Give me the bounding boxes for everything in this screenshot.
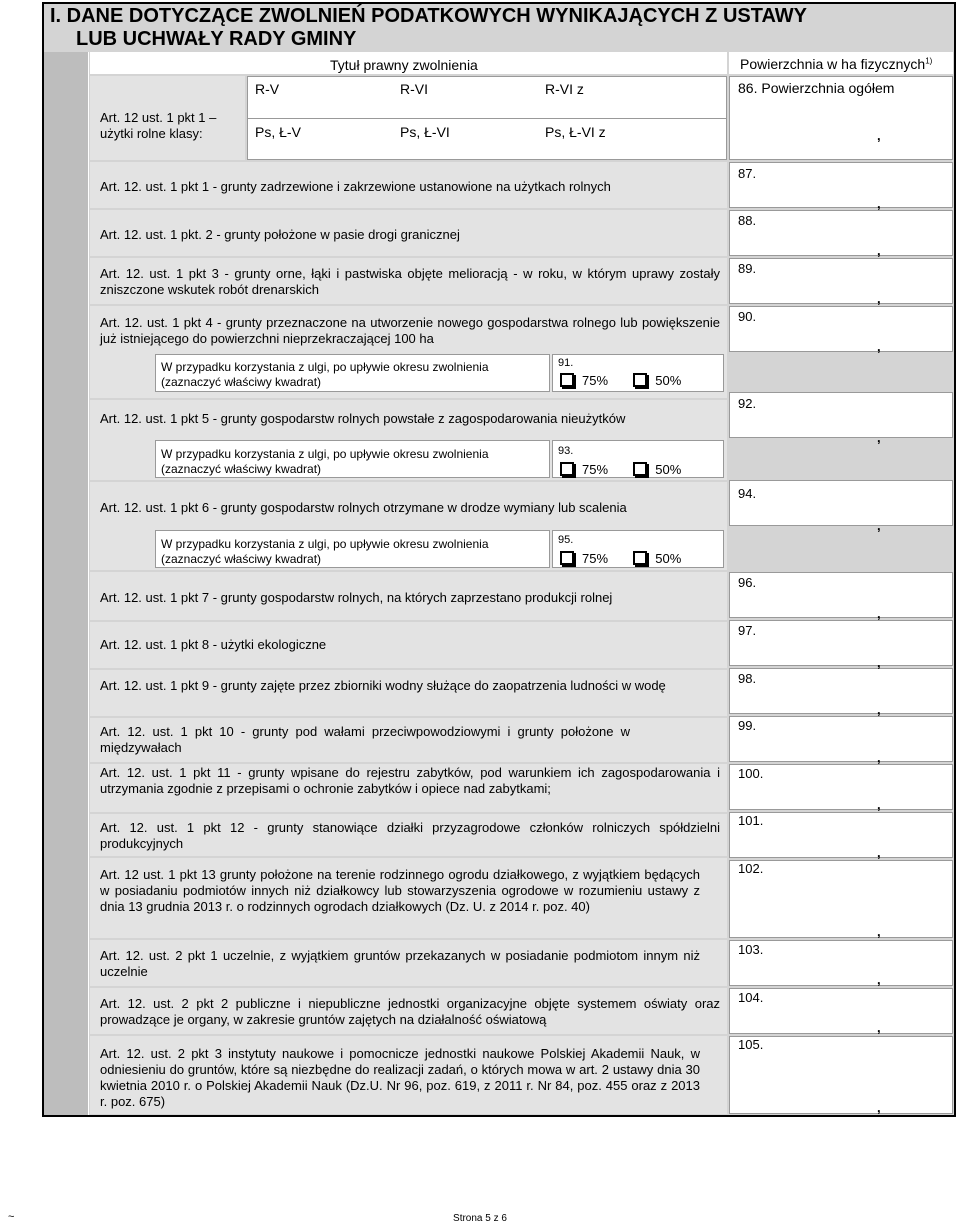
field-94[interactable]	[729, 480, 953, 526]
relief-label-3: W przypadku korzystania z ulgi, po upływie okresu zwolnienia (zaznaczyć właściwy kwadrat)	[161, 537, 489, 566]
row-98-text: Art. 12. ust. 1 pkt 9 - grunty zajęte przez zbiorniki wodny służące do zaopatrzenia ludności w wodę	[100, 678, 666, 693]
row-90-num: 90.	[738, 309, 757, 324]
relief-field-95: 95.	[558, 534, 574, 546]
row-96-text: Art. 12. ust. 1 pkt 7 - grunty gospodarstw rolnych, na których zaprzestano produkcji rolnej	[100, 590, 613, 605]
row-97-text: Art. 12. ust. 1 pkt 8 - użytki ekologiczne	[100, 637, 327, 652]
field-89[interactable]	[729, 258, 953, 304]
class-rvi: R-VI	[400, 81, 428, 97]
row-105-text: Art. 12. ust. 2 pkt 3 instytuty naukowe i pomocnicze jednostki naukowe Polskiej Akademii Nauk, w odniesieniu do gruntów, które są niezbędne do realizacji zadań, o których mowa w art. 2 ustawy dnia 30 kwietnia 2010 r. o Polskiej Akademii Nauk (Dz.U. Nr 96, poz. 619, z 2011 r. Nr 84, poz. 455 oraz z 2013 r. poz. 675)	[100, 1046, 700, 1109]
decimal-comma: ,	[877, 430, 881, 445]
decimal-comma: ,	[877, 845, 881, 860]
row-94-text: Art. 12. ust. 1 pkt 6 - grunty gospodarstw rolnych otrzymane w drodze wymiany lub scalenia	[100, 500, 627, 515]
field-96[interactable]	[729, 572, 953, 618]
relief-label-2: W przypadku korzystania z ulgi, po upływie okresu zwolnienia (zaznaczyć właściwy kwadrat)	[161, 447, 489, 476]
class-rv: R-V	[255, 81, 280, 97]
decimal-comma: ,	[877, 972, 881, 987]
row-101-num: 101.	[738, 813, 764, 828]
row-100-num: 100.	[738, 766, 764, 781]
field-90[interactable]	[729, 306, 953, 352]
row-99-text: Art. 12. ust. 1 pkt 10 - grunty pod wałami przeciwpowodziowymi i grunty położone w międzywałach	[100, 724, 630, 755]
total-area-label: 86. Powierzchnia ogółem	[738, 80, 895, 96]
row-98-num: 98.	[738, 671, 757, 686]
section-title-line2: LUB UCHWAŁY RADY GMINY	[76, 28, 357, 50]
row-92-num: 92.	[738, 396, 757, 411]
row-94-num: 94.	[738, 486, 757, 501]
field-98[interactable]	[729, 668, 953, 714]
decimal-comma: ,	[877, 1100, 881, 1115]
row-102-num: 102.	[738, 861, 764, 876]
checkbox-75-95[interactable]	[560, 551, 574, 565]
decimal-comma: ,	[877, 196, 881, 211]
field-99[interactable]	[729, 716, 953, 762]
class-psl-v: Ps, Ł-V	[255, 124, 301, 140]
area-col-label: Powierzchnia w ha fizycznych$^{1)}$	[740, 56, 933, 72]
row-88-num: 88.	[738, 213, 757, 228]
title-col-label: Tytuł prawny zwolnienia	[330, 57, 478, 73]
decimal-comma: ,	[877, 750, 881, 765]
field-92[interactable]	[729, 392, 953, 438]
page-number: Strona 5 z 6	[453, 1213, 507, 1224]
row-102-text: Art. 12 ust. 1 pkt 13 grunty położone na terenie rodzinnego ogrodu działkowego, z wyjątkiem będących w posiadaniu podmiotów innych niż działkowcy lub stowarzyszenia ogrodowe w rozumieniu ustawy z dnia 13 grudnia 2013 r. o rodzinnych ogrodach działkowych (Dz. U. z 2014 r. poz. 40)	[100, 867, 700, 914]
class-psl-viz: Ps, Ł-VI z	[545, 124, 606, 140]
row-103-text: Art. 12. ust. 2 pkt 1 uczelnie, z wyjątkiem gruntów przekazanych w posiadanie podmiotom innym niż uczelnie	[100, 948, 700, 979]
class-psl-vi: Ps, Ł-VI	[400, 124, 450, 140]
checkbox-50-91[interactable]	[633, 373, 647, 387]
row-88-text: Art. 12. ust. 1 pkt. 2 - grunty położone w pasie drogi granicznej	[100, 227, 460, 242]
footer-mark: ~	[8, 1211, 15, 1223]
row-104-num: 104.	[738, 990, 764, 1005]
relief-options-95: 75% 50%	[560, 551, 681, 567]
row-90-text: Art. 12. ust. 1 pkt 4 - grunty przeznaczone na utworzenie nowego gospodarstwa rolnego lub powiększenie już istniejącego do powierzchni nieprzekraczającej 100 ha	[100, 315, 720, 346]
row-104-text: Art. 12. ust. 2 pkt 2 publiczne i niepubliczne jednostki organizacyjne objęte systemem oświaty oraz prowadzące je organy, w zakresie gruntów zajętych na działalność oświatową	[100, 996, 720, 1027]
row-99-num: 99.	[738, 718, 757, 733]
field-87[interactable]	[729, 162, 953, 208]
decimal-comma: ,	[877, 243, 881, 258]
row-100-text: Art. 12. ust. 1 pkt 11 - grunty wpisane do rejestru zabytków, pod warunkiem ich zagospodarowania i utrzymania zgodnie z przepisami o ochronie zabytków i opiece nad zabytkami;	[100, 765, 720, 796]
decimal-comma: ,	[877, 518, 881, 533]
row-96-num: 96.	[738, 575, 757, 590]
relief-field-93: 93.	[558, 445, 574, 457]
section-title-line1: I. DANE DOTYCZĄCE ZWOLNIEŃ PODATKOWYCH WYNIKAJĄCYCH Z USTAWY	[50, 5, 808, 27]
decimal-comma: ,	[877, 339, 881, 354]
relief-field-91: 91.	[558, 357, 574, 369]
decimal-comma: ,	[877, 606, 881, 621]
row-89-text: Art. 12. ust. 1 pkt 3 - grunty orne, łąki i pastwiska objęte melioracją - w roku, w którym uprawy zostały zniszczone wskutek robót drenarskich	[100, 266, 720, 297]
decimal-comma: ,	[877, 128, 881, 143]
relief-options-91: 75% 50%	[560, 373, 681, 389]
checkbox-50-93[interactable]	[633, 462, 647, 476]
row-103-num: 103.	[738, 942, 764, 957]
row-89-num: 89.	[738, 261, 757, 276]
row-105-num: 105.	[738, 1037, 764, 1052]
row-87-text: Art. 12. ust. 1 pkt 1 - grunty zadrzewione i zakrzewione ustanowione na użytkach rolnych	[100, 179, 611, 194]
left-margin-strip	[44, 52, 89, 1115]
decimal-comma: ,	[877, 924, 881, 939]
decimal-comma: ,	[877, 797, 881, 812]
row-92-text: Art. 12. ust. 1 pkt 5 - grunty gospodarstw rolnych powstałe z zagospodarowania nieużytków	[100, 411, 626, 426]
row-87-num: 87.	[738, 166, 757, 181]
checkbox-75-91[interactable]	[560, 373, 574, 387]
decimal-comma: ,	[877, 291, 881, 306]
relief-options-93: 75% 50%	[560, 462, 681, 478]
relief-label-1: W przypadku korzystania z ulgi, po upływie okresu zwolnienia (zaznaczyć właściwy kwadrat)	[161, 360, 489, 389]
field-88[interactable]	[729, 210, 953, 256]
row-101-text: Art. 12. ust. 1 pkt 12 - grunty stanowiące działki przyzagrodowe członków rolniczych spółdzielni produkcyjnych	[100, 820, 720, 851]
checkbox-50-95[interactable]	[633, 551, 647, 565]
row-label: Art. 12 ust. 1 pkt 1 – użytki rolne klasy:	[100, 110, 217, 141]
row-97-num: 97.	[738, 623, 757, 638]
decimal-comma: ,	[877, 1020, 881, 1035]
decimal-comma: ,	[877, 655, 881, 670]
decimal-comma: ,	[877, 702, 881, 717]
checkbox-75-93[interactable]	[560, 462, 574, 476]
section-title	[50, 5, 807, 51]
field-97[interactable]	[729, 620, 953, 666]
class-rviz: R-VI z	[545, 81, 584, 97]
